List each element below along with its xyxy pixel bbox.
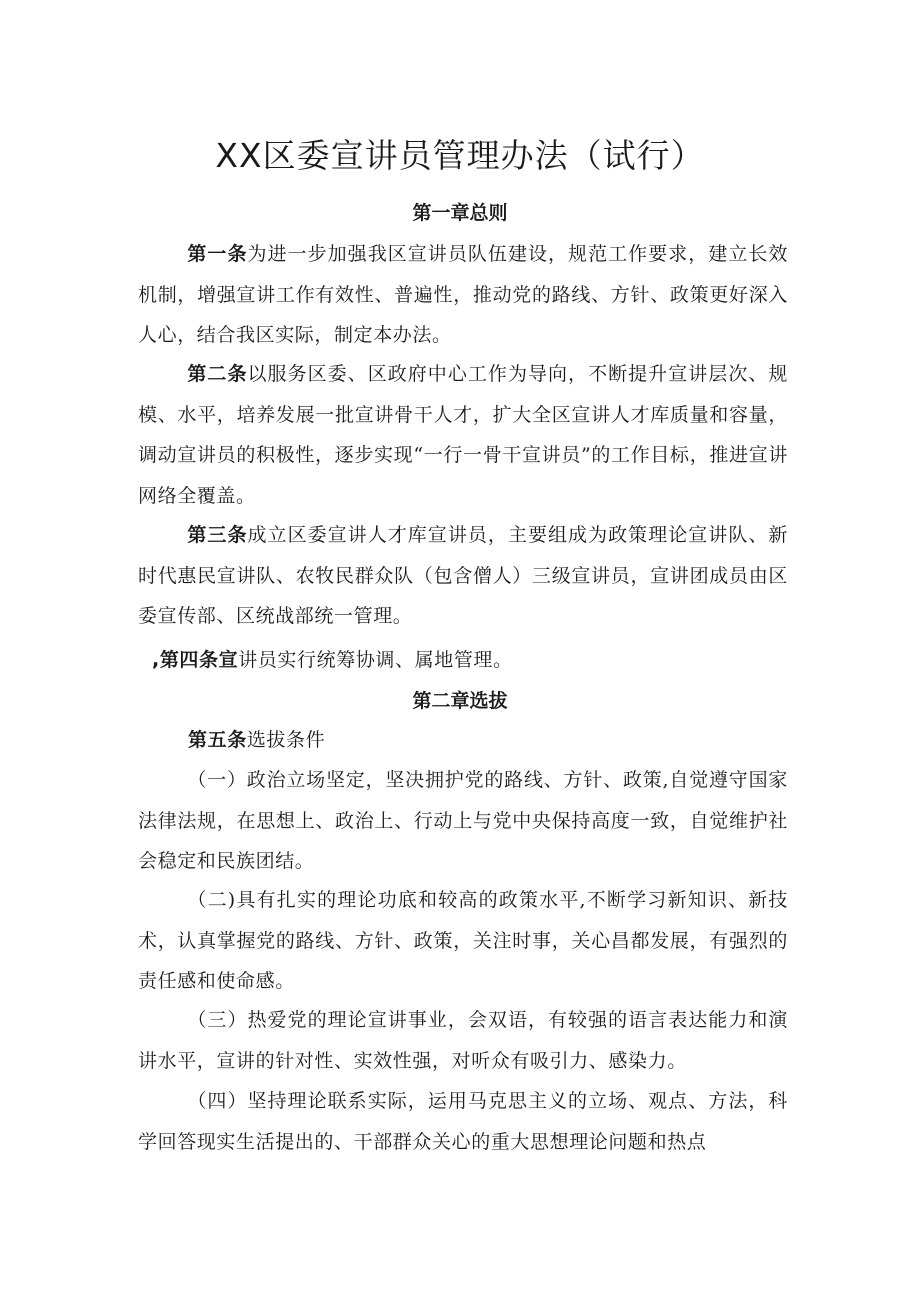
article-4-label: ,第四条宣 [152,649,239,671]
article-2 [138,354,788,516]
article-5 [188,720,838,761]
article-5-text: 选拔条件 [246,729,326,751]
criteria-item-4: （四）坚持理论联系实际，运用马克思主义的立场、观点、方法，科学回答现实生活提出的、干部群众关心的重大思想理论问题和热点 [138,1090,788,1153]
article-1-label: 第一条 [187,243,248,265]
article-4 [152,640,802,681]
article-2-label: 第二条 [187,363,248,385]
chapter-heading-selection: 第二章选拔 [412,690,508,712]
chapter-heading-general: 第一章总则 [412,202,508,224]
article-3-label: 第三条 [187,524,248,546]
criteria-item-3: （三）热爱党的理论宣讲事业，会双语，有较强的语言表达能力和演讲水平，宣讲的针对性、实效性强，对听众有吸引力、感染力。 [138,1009,788,1072]
article-1 [138,234,788,356]
criteria-item-1: （一）政治立场坚定，坚决拥护党的路线、方针、政策,自觉遵守国家法律法规，在思想上、政治上、行动上与党中央保持高度一致，自觉维护社会稳定和民族团结。 [138,769,788,872]
article-3-text: 成立区委宣讲人才库宣讲员，主要组成为政策理论宣讲队、新时代惠民宣讲队、农牧民群众队（包含僧人）三级宣讲员，宣讲团成员由区委宣传部、区统战部统一管理。 [138,524,788,627]
criteria-item-2: （二)具有扎实的理论功底和较高的政策水平,不断学习新知识、新技术，认真掌握党的路线、方针、政策，关注时事，关心昌都发展，有强烈的责任感和使命感。 [138,889,788,992]
article-3 [138,515,788,637]
article-1-text: 为进一步加强我区宣讲员队伍建设，规范工作要求，建立长效机制，增强宣讲工作有效性、普遍性，推动党的路线、方针、政策更好深入人心，结合我区实际，制定本办法。 [138,243,788,346]
article-5-label: 第五条 [188,729,247,751]
article-4-text: 讲员实行统筹协调、属地管理。 [238,649,513,671]
article-2-text: 以服务区委、区政府中心工作为导向，不断提升宣讲层次、规模、水平，培养发展一批宣讲骨干人才，扩大全区宣讲人才库质量和容量，调动宣讲员的积极性，逐步实现“一行一骨干宣讲员”的工作目标，推进宣讲网络全覆盖。 [138,363,788,507]
document-title: XX区委宣讲员管理办法（试行） [215,136,705,176]
